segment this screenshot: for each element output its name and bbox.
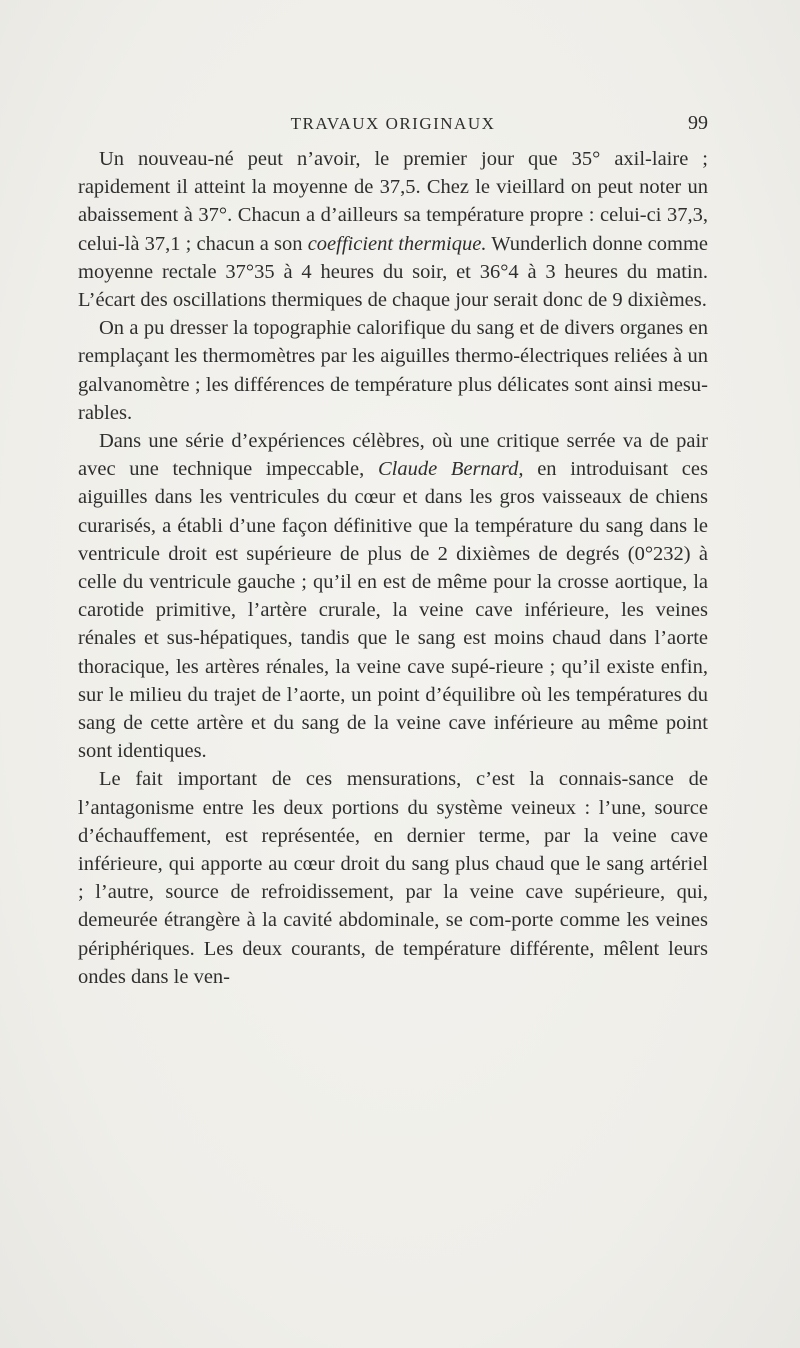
running-head [78, 112, 708, 142]
paragraph-1-italic: coefficient thermique. [307, 232, 487, 255]
page-number: 99 [688, 112, 708, 134]
body-text [78, 145, 708, 991]
paragraph-2-text: On a pu dresser la topographie calorifique du sang et de divers organes en remplaçant les thermomètres par les aiguilles thermo-électriques reliées à un galvanomètre ; les différences de température plus délicates sont ainsi mesu-rables. [78, 317, 708, 424]
paragraph-3-italic: Claude Bernard, [377, 458, 524, 481]
paragraph-4 [78, 765, 708, 991]
paragraph-1 [78, 145, 708, 314]
paragraph-1-text-cont: Wunderlich donne comme moyenne rectale 37°35 à 4 heures du soir, et 36°4 à 3 heures du matin. L’écart des oscillations thermiques de chaque jour serait donc de 9 dixièmes. [78, 232, 709, 312]
paragraph-1-text: Un nouveau-né peut n’avoir, le premier jour que 35° axil-laire ; rapidement il atteint la moyenne de 37,5. Chez le vieillard on peut noter un abaissement à 37°. Chacun a d’ailleurs sa température propre : celui-ci 37,3, celui-là 37,1 ; chacun a son [78, 148, 708, 255]
paragraph-3-text-cont: en introduisant ces aiguilles dans les ventricules du cœur et dans les gros vaisseaux de chiens curarisés, a établi d’une façon définitive que la température du sang dans le ventricule droit est supérieure de plus de 2 dixièmes de degrés (0°232) à celle du ventricule gauche ; qu’il en est de même pour la crosse aortique, la carotide primitive, l’artère crurale, la veine cave inférieure, les veines rénales et sus-hépatiques, tandis que le sang est moins chaud dans l’aorte thoracique, les artères rénales, la veine cave supé-rieure ; qu’il existe enfin, sur le milieu du trajet de l’aorte, un point d’équilibre où les températures du sang de cette artère et du sang de la veine cave inférieure au même point sont identiques. [78, 458, 708, 763]
paragraph-3 [78, 427, 708, 765]
paragraph-3-text: Dans une série d’expériences célèbres, où une critique serrée va de pair avec une technique impeccable, [78, 430, 708, 481]
running-title: TRAVAUX ORIGINAUX [290, 114, 496, 133]
paragraph-4-text: Le fait important de ces mensurations, c’est la connais-sance de l’antagonisme entre les deux portions du système veineux : l’une, source d’échauffement, est représentée, en dernier terme, par la veine cave inférieure, qui apporte au cœur droit du sang plus chaud que le sang artériel ; l’autre, source de refroidissement, par la veine cave supérieure, qui, demeurée étrangère à la cavité abdominale, se com-porte comme les veines périphériques. Les deux courants, de température différente, mêlent leurs ondes dans le ven- [78, 768, 708, 988]
paragraph-2 [78, 314, 708, 427]
